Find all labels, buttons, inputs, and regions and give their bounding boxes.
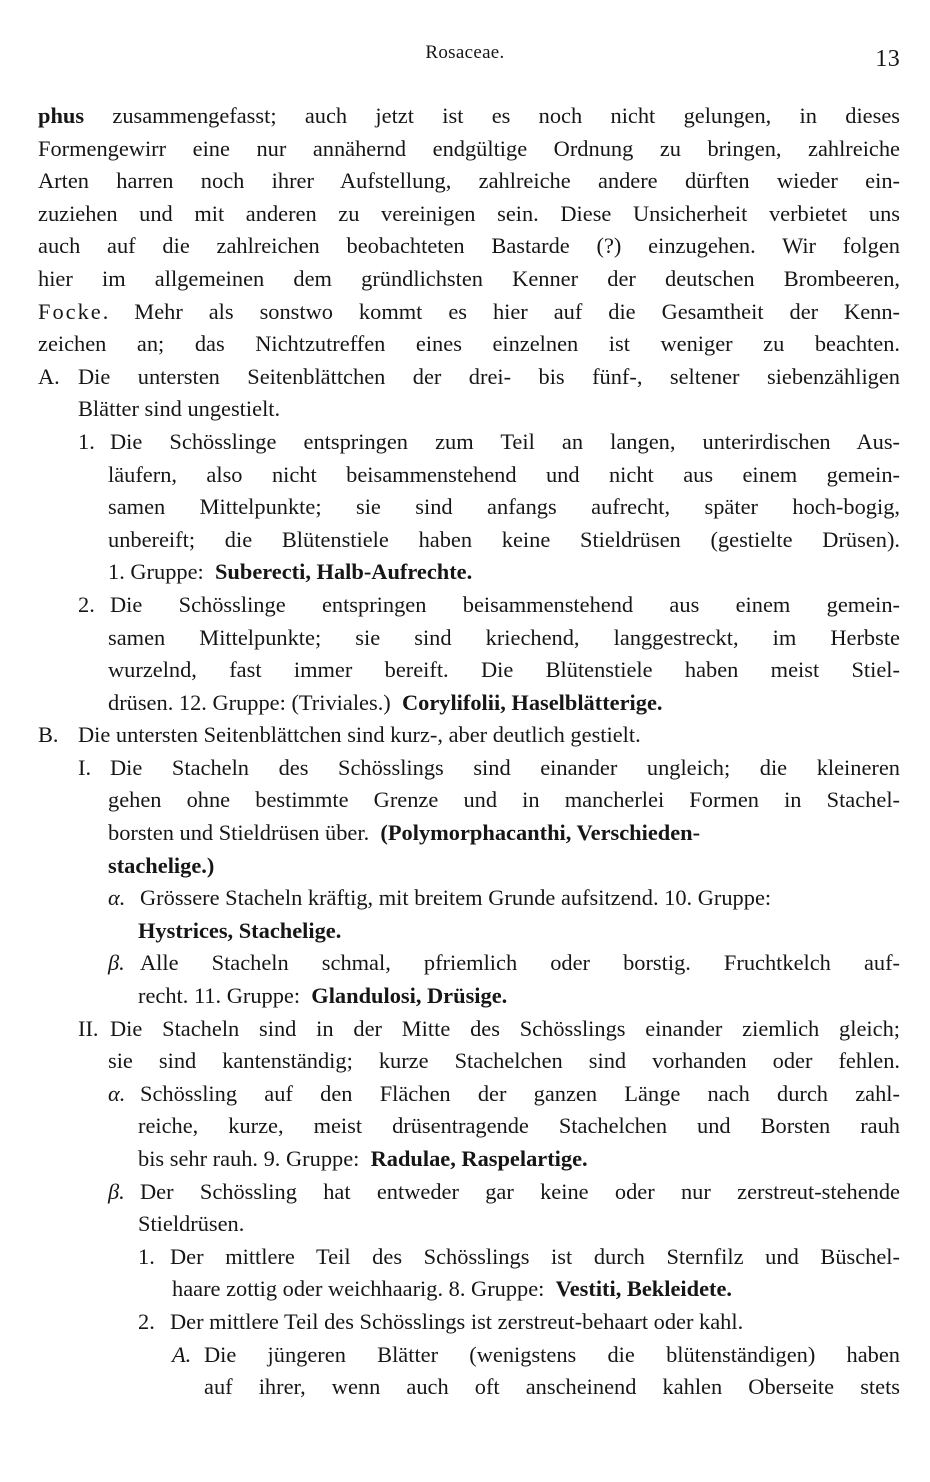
key-line [38, 589, 900, 622]
text-line: unbereift; die Blütenstiele haben keine Stieldrüsen (gestielte Drüsen). [108, 526, 900, 552]
group-number: 1. Gruppe: [108, 559, 204, 585]
lead-word: phus [38, 103, 85, 128]
text-line: sie sind kantenständig; kurze Stachelchen sind vorhanden oder fehlen. [108, 1048, 900, 1074]
key-line [38, 1176, 900, 1209]
line-text: Der Schössling hat entweder gar keine oder nur zerstreut-stehende [140, 1178, 900, 1204]
key-marker: β. [108, 1178, 125, 1204]
text-line: zeichen an; das Nichtzutreffen eines einzelnen ist weniger zu beachten. [38, 331, 900, 357]
key-marker: 2. [78, 591, 95, 617]
line-text: Der mittlere Teil des Schösslings ist durch Sternfilz und Büschel- [170, 1243, 900, 1269]
text-line: auch auf die zahlreichen beobachteten Bastarde (?) einzugehen. Wir folgen [38, 233, 900, 259]
key-line [38, 1013, 900, 1046]
line-text: zusammengefasst; auch jetzt ist es noch nicht gelungen, in dieses [112, 103, 900, 128]
group-line [38, 556, 900, 589]
key-marker: B. [38, 722, 59, 748]
line-text: Alle Stacheln schmal, pfriemlich oder borstig. Fruchtkelch auf- [140, 950, 900, 976]
running-header [0, 38, 930, 72]
text-line: samen Mittelpunkte; sie sind kriechend, langgestreckt, im Herbste [108, 624, 900, 650]
key-marker: β. [108, 950, 125, 976]
line-text: borsten und Stieldrüsen über. [108, 820, 370, 846]
text-body [38, 100, 900, 1404]
running-title: Rosaceae. [425, 42, 505, 63]
key-line [38, 719, 900, 752]
text-line [38, 296, 900, 329]
text-line: Stieldrüsen. [138, 1211, 245, 1237]
group-number: bis sehr rauh. 9. Gruppe: [138, 1146, 360, 1171]
key-marker: 2. [138, 1308, 155, 1334]
line-text: Die jüngeren Blätter (wenigstens die blütenständigen) haben [204, 1341, 900, 1367]
group-line [38, 817, 900, 850]
text-line: läufern, also nicht beisammenstehend und nicht aus einem gemein- [108, 461, 900, 487]
line-text: Grössere Stacheln kräftig, mit breitem Grunde aufsitzend. 10. Gruppe: [140, 885, 772, 911]
key-line [38, 361, 900, 394]
page-number: 13 [875, 46, 900, 72]
key-marker: I. [78, 754, 92, 780]
group-number: recht. 11. Gruppe: [138, 983, 301, 1009]
group-name: Glandulosi, Drüsige. [311, 983, 508, 1009]
key-marker: 1. [138, 1243, 155, 1269]
group-name: (Polymorphacanthi, Verschieden- [380, 820, 701, 846]
group-number: drüsen. 12. Gruppe: (Triviales.) [108, 689, 391, 715]
line-text: . Mehr als sonstwo kommt es hier auf die Gesamtheit der Kenn- [102, 298, 900, 324]
group-line [38, 1273, 900, 1306]
text-line: Blätter sind ungestielt. [78, 396, 281, 422]
key-marker: A. [172, 1341, 192, 1367]
line-text: Die untersten Seitenblättchen sind kurz-, aber deutlich gestielt. [78, 722, 641, 748]
key-line [38, 426, 900, 459]
line-text: Die Stacheln sind in der Mitte des Schösslings einander ziemlich gleich; [110, 1015, 900, 1041]
text-line: zuziehen und mit anderen zu vereinigen sein. Diese Unsicherheit verbietet uns [38, 200, 900, 226]
line-text: Schössling auf den Flächen der ganzen Länge nach durch zahl- [140, 1080, 900, 1106]
text-line: samen Mittelpunkte; sie sind anfangs aufrecht, später hoch-bogig, [108, 494, 900, 520]
group-name: stachelige.) [108, 852, 215, 878]
group-line [38, 980, 900, 1013]
text-line: Formengewirr eine nur annähernd endgültige Ordnung zu bringen, zahlreiche [38, 135, 900, 161]
key-marker: α. [108, 885, 126, 911]
text-line: wurzelnd, fast immer bereift. Die Blütenstiele haben meist Stiel- [108, 657, 900, 683]
key-line [38, 1241, 900, 1274]
text-line: Arten harren noch ihrer Aufstellung, zahlreiche andere dürften wieder ein- [38, 168, 900, 194]
key-line [38, 1078, 900, 1111]
group-line [38, 687, 900, 720]
group-name: Radulae, Raspelartige. [370, 1146, 588, 1171]
key-marker: II. [78, 1015, 99, 1041]
author-name: Focke [38, 298, 103, 324]
group-number: haare zottig oder weichhaarig. 8. Gruppe: [172, 1276, 545, 1302]
key-line [38, 1339, 900, 1372]
text-line: hier im allgemeinen dem gründlichsten Kenner der deutschen Brombeeren, [38, 265, 900, 291]
line-text: Die Schösslinge entspringen beisammenstehend aus einem gemein- [110, 591, 900, 617]
group-name: Hystrices, Stachelige. [138, 917, 342, 943]
group-name: Vestiti, Bekleidete. [555, 1276, 733, 1302]
group-name: Corylifolii, Haselblätterige. [401, 689, 663, 715]
line-text: Der mittlere Teil des Schösslings ist zerstreut-behaart oder kahl. [170, 1308, 744, 1334]
key-marker: A. [38, 363, 60, 389]
text-line: auf ihrer, wenn auch oft anscheinend kahlen Oberseite stets [204, 1374, 900, 1400]
text-line [38, 100, 900, 133]
key-line [38, 947, 900, 980]
key-line [38, 882, 900, 915]
key-marker: 1. [78, 428, 95, 454]
key-line [38, 752, 900, 785]
key-line [38, 1306, 900, 1339]
line-text: Die Stacheln des Schösslings sind einander ungleich; die kleineren [110, 754, 900, 780]
group-name: Suberecti, Halb-Aufrechte. [214, 559, 473, 585]
key-marker: α. [108, 1080, 126, 1106]
text-line: gehen ohne bestimmte Grenze und in mancherlei Formen in Stachel- [108, 787, 900, 813]
line-text: Die untersten Seitenblättchen der drei- bis fünf-, seltener siebenzähligen [78, 363, 900, 389]
text-line: reiche, kurze, meist drüsentragende Stachelchen und Borsten rauh [138, 1113, 900, 1139]
line-text: Die Schösslinge entspringen zum Teil an langen, unterirdischen Aus- [110, 428, 900, 454]
group-line [38, 1143, 900, 1176]
